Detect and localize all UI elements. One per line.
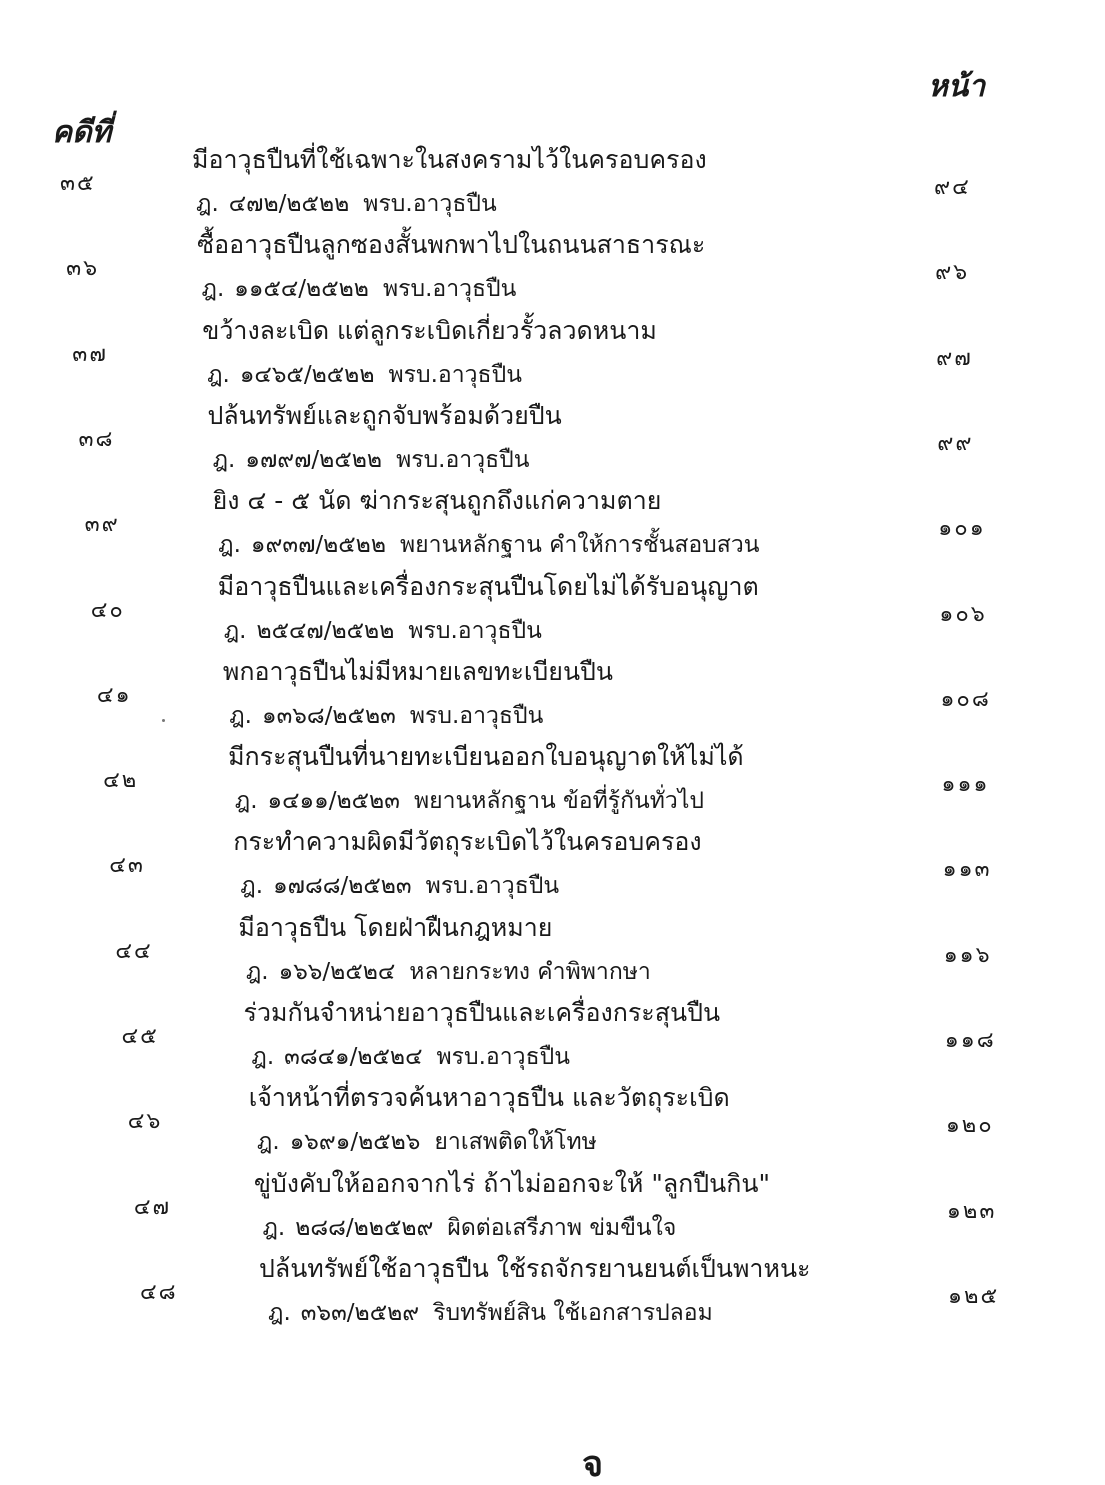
list-item <box>0 1085 1105 1169</box>
reference-topic: พรบ.อาวุธปืน <box>388 361 522 388</box>
reference-topic: ผิดต่อเสรีภาพ ข่มขืนใจ <box>447 1214 677 1241</box>
list-item <box>0 912 1105 999</box>
reference-topic: พรบ.อาวุธปืน <box>408 617 542 644</box>
reference-topic: ริบทรัพย์สิน ใช้เอกสารปลอม <box>433 1299 713 1326</box>
reference-prefix: ฎ. <box>251 1044 275 1070</box>
case-number: ๓๗ <box>72 341 108 367</box>
case-reference <box>229 702 544 729</box>
reference-number: ๒๘๘/๒๒๕๒๙ <box>295 1214 434 1241</box>
reference-number: ๔๗๒/๒๕๒๒ <box>228 191 350 217</box>
reference-topic: พรบ.อาวุธปืน <box>436 1044 570 1070</box>
list-item <box>0 488 1105 572</box>
case-reference <box>223 617 542 644</box>
case-reference <box>207 361 522 388</box>
case-number: ๓๙ <box>84 512 120 538</box>
case-number: ๔๖ <box>127 1109 163 1135</box>
reference-prefix: ฎ. <box>256 1129 280 1156</box>
case-number: ๔๑ <box>96 682 132 708</box>
page-number: ๑๐๑ <box>938 516 986 542</box>
list-item <box>0 829 1105 913</box>
case-number: ๔๗ <box>133 1194 172 1220</box>
page-number: ๙๙ <box>937 430 974 456</box>
case-title: ปล้นทรัพย์ใช้อาวุธปืน ใช้รถจักรยานยนต์เป็นพาหนะ <box>259 1253 811 1283</box>
case-reference <box>257 1131 597 1154</box>
page-number: ๙๗ <box>936 345 973 371</box>
scan-speck <box>162 719 165 722</box>
page-number: ๑๒๐ <box>945 1113 994 1139</box>
case-number: ๔๘ <box>140 1279 178 1305</box>
list-item <box>0 571 1105 658</box>
reference-prefix: ฎ. <box>201 276 225 303</box>
reference-number: ๑๗๘๘/๒๕๒๓ <box>273 873 412 900</box>
list-item <box>0 744 1105 828</box>
list-item <box>0 147 1105 231</box>
case-title: มีอาวุธปืนและเครื่องกระสุนปืนโดยไม่ได้รับอนุญาต <box>217 571 759 601</box>
page-number: ๑๑๖ <box>943 942 992 968</box>
case-reference <box>240 875 559 898</box>
case-number: ๔๓ <box>109 853 145 879</box>
case-reference <box>212 446 530 473</box>
reference-prefix: ฎ. <box>218 532 241 559</box>
reference-topic: พรบ.อาวุธปืน <box>396 446 530 473</box>
list-item <box>0 1000 1105 1084</box>
reference-number: ๑๗๙๗/๒๕๒๒ <box>245 446 383 473</box>
list-item <box>0 1168 1105 1255</box>
case-reference <box>202 278 517 301</box>
reference-prefix: ฎ. <box>229 702 252 729</box>
case-number: ๔๔ <box>115 938 153 964</box>
case-number-heading: คดีที่ <box>52 115 112 150</box>
case-title: พกอาวุธปืนไม่มีหมายเลขทะเบียนปืน <box>222 656 613 686</box>
list-item <box>0 315 1105 402</box>
reference-number: ๑๖๖/๒๕๒๔ <box>278 958 396 985</box>
case-title: มีกระสุนปืนที่นายทะเบียนออกใบอนุญาตให้ไม่ได้ <box>228 742 744 772</box>
page-number: ๙๔ <box>934 175 971 200</box>
case-title: มีอาวุธปืน โดยฝ่าฝืนกฎหมาย <box>238 912 553 942</box>
list-item <box>0 400 1105 487</box>
reference-number: ๑๑๕๔/๒๕๒๒ <box>234 276 369 303</box>
case-title: ขู่บังคับให้ออกจากไร่ ถ้าไม่ออกจะให้ "ลูกปืนกิน" <box>253 1168 770 1198</box>
reference-number: ๑๔๑๑/๒๕๒๓ <box>267 788 400 815</box>
case-reference <box>268 1299 713 1326</box>
reference-topic: พรบ.อาวุธปืน <box>425 873 560 900</box>
list-item <box>0 1253 1105 1340</box>
case-reference <box>262 1214 677 1241</box>
reference-topic: พรบ.อาวุธปืน <box>363 191 497 217</box>
reference-prefix: ฎ. <box>223 617 247 644</box>
page-number: ๑๒๓ <box>946 1198 997 1224</box>
reference-number: ๓๘๔๑/๒๕๒๔ <box>284 1044 423 1070</box>
list-item <box>0 232 1105 316</box>
reference-number: ๑๔๖๕/๒๕๒๒ <box>239 361 375 388</box>
case-title: เจ้าหน้าที่ตรวจค้นหาอาวุธปืน และวัตถุระเบิด <box>248 1083 730 1113</box>
reference-prefix: ฎ. <box>245 958 269 985</box>
page-number: ๑๑๓ <box>942 857 992 883</box>
case-reference <box>218 534 759 557</box>
page-number: ๑๐๖ <box>939 601 987 627</box>
page-number-heading: หน้า <box>928 69 986 104</box>
case-reference <box>251 1046 570 1069</box>
page-number: ๑๑๘ <box>944 1028 996 1053</box>
reference-prefix: ฎ. <box>212 446 236 473</box>
case-title: ยิง ๔ - ๕ นัด ฆ่ากระสุนถูกถึงแก่ความตาย <box>212 486 662 516</box>
reference-topic: หลายกระทง คำพิพากษา <box>409 958 651 985</box>
case-title: ร่วมกันจำหน่ายอาวุธปืนและเครื่องกระสุนปืน <box>243 998 721 1027</box>
reference-topic: พยานหลักฐาน ข้อที่รู้กันทั่วไป <box>413 788 704 815</box>
reference-number: ๒๕๔๗/๒๕๒๒ <box>256 617 395 644</box>
page-number: ๑๒๕ <box>948 1283 1000 1309</box>
reference-number: ๓๖๓/๒๕๒๙ <box>300 1299 420 1326</box>
reference-topic: พรบ.อาวุธปืน <box>409 702 544 729</box>
case-reference <box>196 193 497 216</box>
reference-number: ๑๓๖๘/๒๕๒๓ <box>261 702 396 729</box>
reference-topic: ยาเสพติดให้โทษ <box>434 1129 597 1156</box>
case-title: ปล้นทรัพย์และถูกจับพร้อมด้วยปืน <box>207 400 562 430</box>
reference-topic: พรบ.อาวุธปืน <box>382 276 517 303</box>
footer-page-letter: จ <box>582 1443 604 1485</box>
reference-topic: พยานหลักฐาน คำให้การชั้นสอบสวน <box>400 532 760 559</box>
page-number: ๑๑๑ <box>941 772 990 798</box>
reference-prefix: ฎ. <box>262 1214 286 1241</box>
case-number: ๔๐ <box>90 597 125 623</box>
case-number: ๓๕ <box>60 171 96 196</box>
case-number: ๓๘ <box>78 426 115 452</box>
reference-prefix: ฎ. <box>240 873 264 900</box>
case-number: ๔๒ <box>103 768 139 794</box>
page-number: ๙๖ <box>935 260 970 286</box>
case-reference <box>235 790 704 813</box>
case-reference <box>245 958 651 985</box>
page-number: ๑๐๘ <box>940 686 991 712</box>
case-number: ๔๕ <box>121 1024 159 1049</box>
reference-prefix: ฎ. <box>268 1299 291 1326</box>
reference-prefix: ฎ. <box>196 191 219 217</box>
reference-prefix: ฎ. <box>234 788 258 815</box>
case-title: ขว้างละเบิด แต่ลูกระเบิดเกี่ยวรั้วลวดหนาม <box>202 315 657 345</box>
reference-prefix: ฎ. <box>207 361 230 388</box>
case-title: ซื้ออาวุธปืนลูกซองสั้นพกพาไปในถนนสาธารณะ <box>197 230 706 260</box>
reference-number: ๑๖๙๑/๒๕๒๖ <box>289 1129 421 1156</box>
case-title: กระทำความผิดมีวัตถุระเบิดไว้ในครอบครอง <box>233 827 702 857</box>
case-title: มีอาวุธปืนที่ใช้เฉพาะในสงครามไว้ในครอบครอง <box>192 145 707 174</box>
reference-number: ๑๙๓๗/๒๕๒๒ <box>250 532 387 559</box>
list-item <box>0 656 1105 743</box>
case-number: ๓๖ <box>66 256 100 282</box>
